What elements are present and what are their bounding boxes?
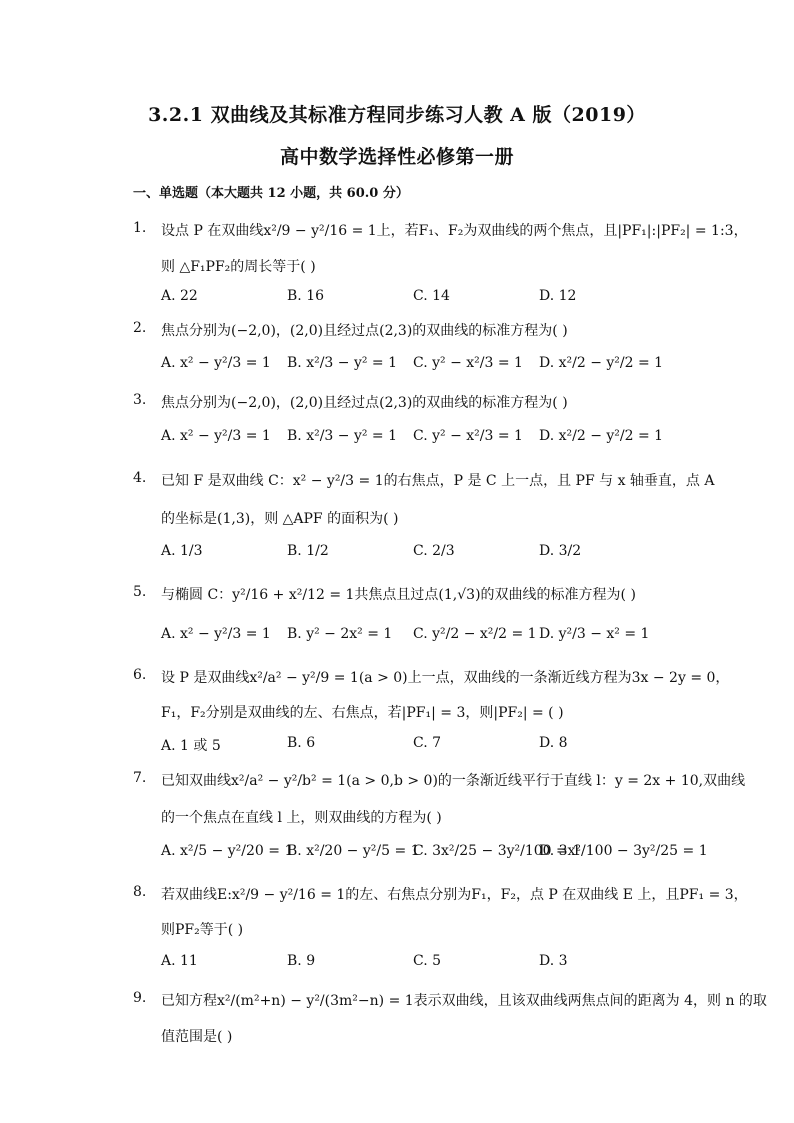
- option-d: D. 12: [539, 288, 577, 304]
- question-text-cont: F₁，F₂分别是双曲线的左、右焦点，若|PF₁| = 3，则|PF₂| = ( ): [161, 705, 564, 721]
- question-number: 9.: [133, 990, 147, 1006]
- option-a: A. 1/3: [161, 543, 203, 559]
- question-text-cont: 的坐标是(1,3)，则 △APF 的面积为( ): [161, 511, 399, 527]
- option-b: B. 9: [287, 953, 316, 969]
- question-number: 3.: [133, 392, 147, 408]
- option-b: B. y² − 2x² = 1: [287, 626, 393, 642]
- question-text-cont: 则PF₂等于( ): [161, 922, 244, 938]
- section-heading: 一、单选题（本大题共 12 小题，共 60.0 分）: [133, 186, 409, 201]
- option-c: C. y² − x²/3 = 1: [413, 355, 523, 371]
- question-text: 已知双曲线x²/a² − y²/b² = 1(a > 0,b > 0)的一条渐近线平行于直线 l：y = 2x + 10,双曲线: [161, 773, 746, 789]
- option-b: B. x²/3 − y² = 1: [287, 428, 398, 444]
- option-a: A. x²/5 − y²/20 = 1: [161, 843, 294, 859]
- option-b: B. 16: [287, 288, 325, 304]
- question-number: 2.: [133, 320, 147, 336]
- option-d: D. x²/2 − y²/2 = 1: [539, 355, 664, 371]
- question-text: 设点 P 在双曲线x²/9 − y²/16 = 1上，若F₁、F₂为双曲线的两个焦点，且|PF₁|:|PF₂| = 1:3，: [161, 223, 748, 239]
- option-c: C. y²/2 − x²/2 = 1: [413, 626, 537, 642]
- option-d: D. y²/3 − x² = 1: [539, 626, 650, 642]
- option-d: D. 3: [539, 953, 568, 969]
- question-number: 6.: [133, 667, 147, 683]
- question-number: 8.: [133, 884, 147, 900]
- option-a: A. x² − y²/3 = 1: [161, 428, 271, 444]
- option-a: A. x² − y²/3 = 1: [161, 355, 271, 371]
- question-text: 若双曲线E:x²/9 − y²/16 = 1的左、右焦点分别为F₁，F₂，点 P 在双曲线 E 上，且PF₁ = 3，: [161, 887, 748, 903]
- option-a: A. x² − y²/3 = 1: [161, 626, 271, 642]
- option-d: D. 3x²/100 − 3y²/25 = 1: [539, 843, 708, 859]
- option-b: B. 6: [287, 735, 316, 751]
- question-text-cont: 值范围是( ): [161, 1029, 233, 1045]
- doc-title-line1: 3.2.1 双曲线及其标准方程同步练习人教 A 版（2019）: [148, 104, 646, 126]
- question-number: 1.: [133, 220, 147, 236]
- option-d: D. 8: [539, 735, 568, 751]
- question-text: 焦点分别为(−2,0)，(2,0)且经过点(2,3)的双曲线的标准方程为( ): [161, 323, 568, 339]
- question-number: 5.: [133, 584, 147, 600]
- question-number: 4.: [133, 470, 147, 486]
- question-text: 已知 F 是双曲线 C：x² − y²/3 = 1的右焦点，P 是 C 上一点，且 PF 与 x 轴垂直，点 A: [161, 473, 715, 489]
- question-text: 设 P 是双曲线x²/a² − y²/9 = 1(a > 0)上一点，双曲线的一条渐近线方程为3x − 2y = 0，: [161, 670, 730, 686]
- option-c: C. 14: [413, 288, 450, 304]
- option-b: B. x²/3 − y² = 1: [287, 355, 398, 371]
- option-a: A. 22: [161, 288, 198, 304]
- option-c: C. y² − x²/3 = 1: [413, 428, 523, 444]
- option-c: C. 7: [413, 735, 442, 751]
- question-text-cont: 的一个焦点在直线 l 上，则双曲线的方程为( ): [161, 810, 442, 826]
- option-d: D. x²/2 − y²/2 = 1: [539, 428, 664, 444]
- option-b: B. 1/2: [287, 543, 329, 559]
- question-text: 焦点分别为(−2,0)，(2,0)且经过点(2,3)的双曲线的标准方程为( ): [161, 395, 568, 411]
- question-text: 与椭圆 C：y²/16 + x²/12 = 1共焦点且过点(1,√3)的双曲线的标准方程为( ): [161, 587, 636, 603]
- option-a: A. 11: [161, 953, 198, 969]
- option-c: C. 3x²/25 − 3y²/100 = 1: [413, 843, 582, 859]
- question-text: 已知方程x²/(m²+n) − y²/(3m²−n) = 1表示双曲线，且该双曲线两焦点间的距离为 4，则 n 的取: [161, 993, 767, 1009]
- question-number: 7.: [133, 770, 147, 786]
- option-b: B. x²/20 − y²/5 = 1: [287, 843, 420, 859]
- option-c: C. 5: [413, 953, 442, 969]
- doc-title-line2: 高中数学选择性必修第一册: [279, 146, 514, 168]
- question-text-cont: 则 △F₁PF₂的周长等于( ): [161, 259, 316, 275]
- option-c: C. 2/3: [413, 543, 455, 559]
- option-d: D. 3/2: [539, 543, 582, 559]
- option-a: A. 1 或 5: [161, 738, 221, 754]
